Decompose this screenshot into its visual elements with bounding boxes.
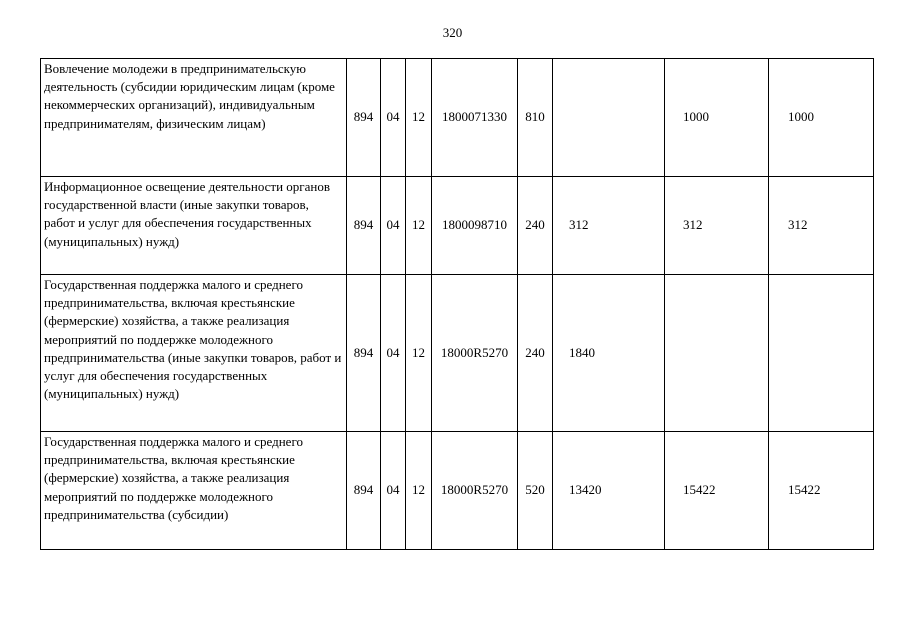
table-row [41,275,874,432]
ministry-code: 894 [347,432,381,550]
row-description: Вовлечение молодежи в предпринимательскую деятельность (субсидии юридическим лицам (кроме некоммерческих организаций), индивидуальным предпринимателям, физическим лицам) [41,59,347,177]
table-row [41,432,874,550]
row-description: Информационное освещение деятельности органов государственной власти (иные закупки товаров, работ и услуг для обеспечения государственных (муниципальных) нужд) [41,177,347,275]
row-description: Государственная поддержка малого и среднего предпринимательства, включая крестьянские (фермерские) хозяйства, а также реализация мероприятий по поддержке молодежного предпринимательства (иные закупки товаров, работ и услуг для обеспечения государственных (муниципальных) нужд) [41,275,347,432]
amount-year-2: 1000 [665,59,769,177]
amount-year-2: 15422 [665,432,769,550]
page-number: 320 [442,25,463,40]
row-description: Государственная поддержка малого и среднего предпринимательства, включая крестьянские (фермерские) хозяйства, а также реализация мероприятий по поддержке молодежного предпринимательства (субсидии) [41,432,347,550]
subsection-code: 12 [406,432,432,550]
amount-year-2: 312 [665,177,769,275]
amount-year-1 [553,59,665,177]
ministry-code: 894 [347,59,381,177]
table-row [41,177,874,275]
expense-type-code: 520 [518,432,553,550]
target-article-code: 18000R5270 [432,432,518,550]
amount-year-1: 312 [553,177,665,275]
table-row [41,59,874,177]
target-article-code: 1800071330 [432,59,518,177]
subsection-code: 12 [406,59,432,177]
subsection-code: 12 [406,275,432,432]
section-code: 04 [381,432,406,550]
target-article-code: 1800098710 [432,177,518,275]
amount-year-3: 15422 [769,432,874,550]
amount-year-3: 312 [769,177,874,275]
ministry-code: 894 [347,275,381,432]
amount-year-3: 1000 [769,59,874,177]
expense-type-code: 240 [518,177,553,275]
subsection-code: 12 [406,177,432,275]
section-code: 04 [381,59,406,177]
section-code: 04 [381,177,406,275]
ministry-code: 894 [347,177,381,275]
amount-year-2 [665,275,769,432]
budget-table [40,58,874,550]
section-code: 04 [381,275,406,432]
target-article-code: 18000R5270 [432,275,518,432]
amount-year-1: 1840 [553,275,665,432]
expense-type-code: 240 [518,275,553,432]
amount-year-1: 13420 [553,432,665,550]
amount-year-3 [769,275,874,432]
expense-type-code: 810 [518,59,553,177]
